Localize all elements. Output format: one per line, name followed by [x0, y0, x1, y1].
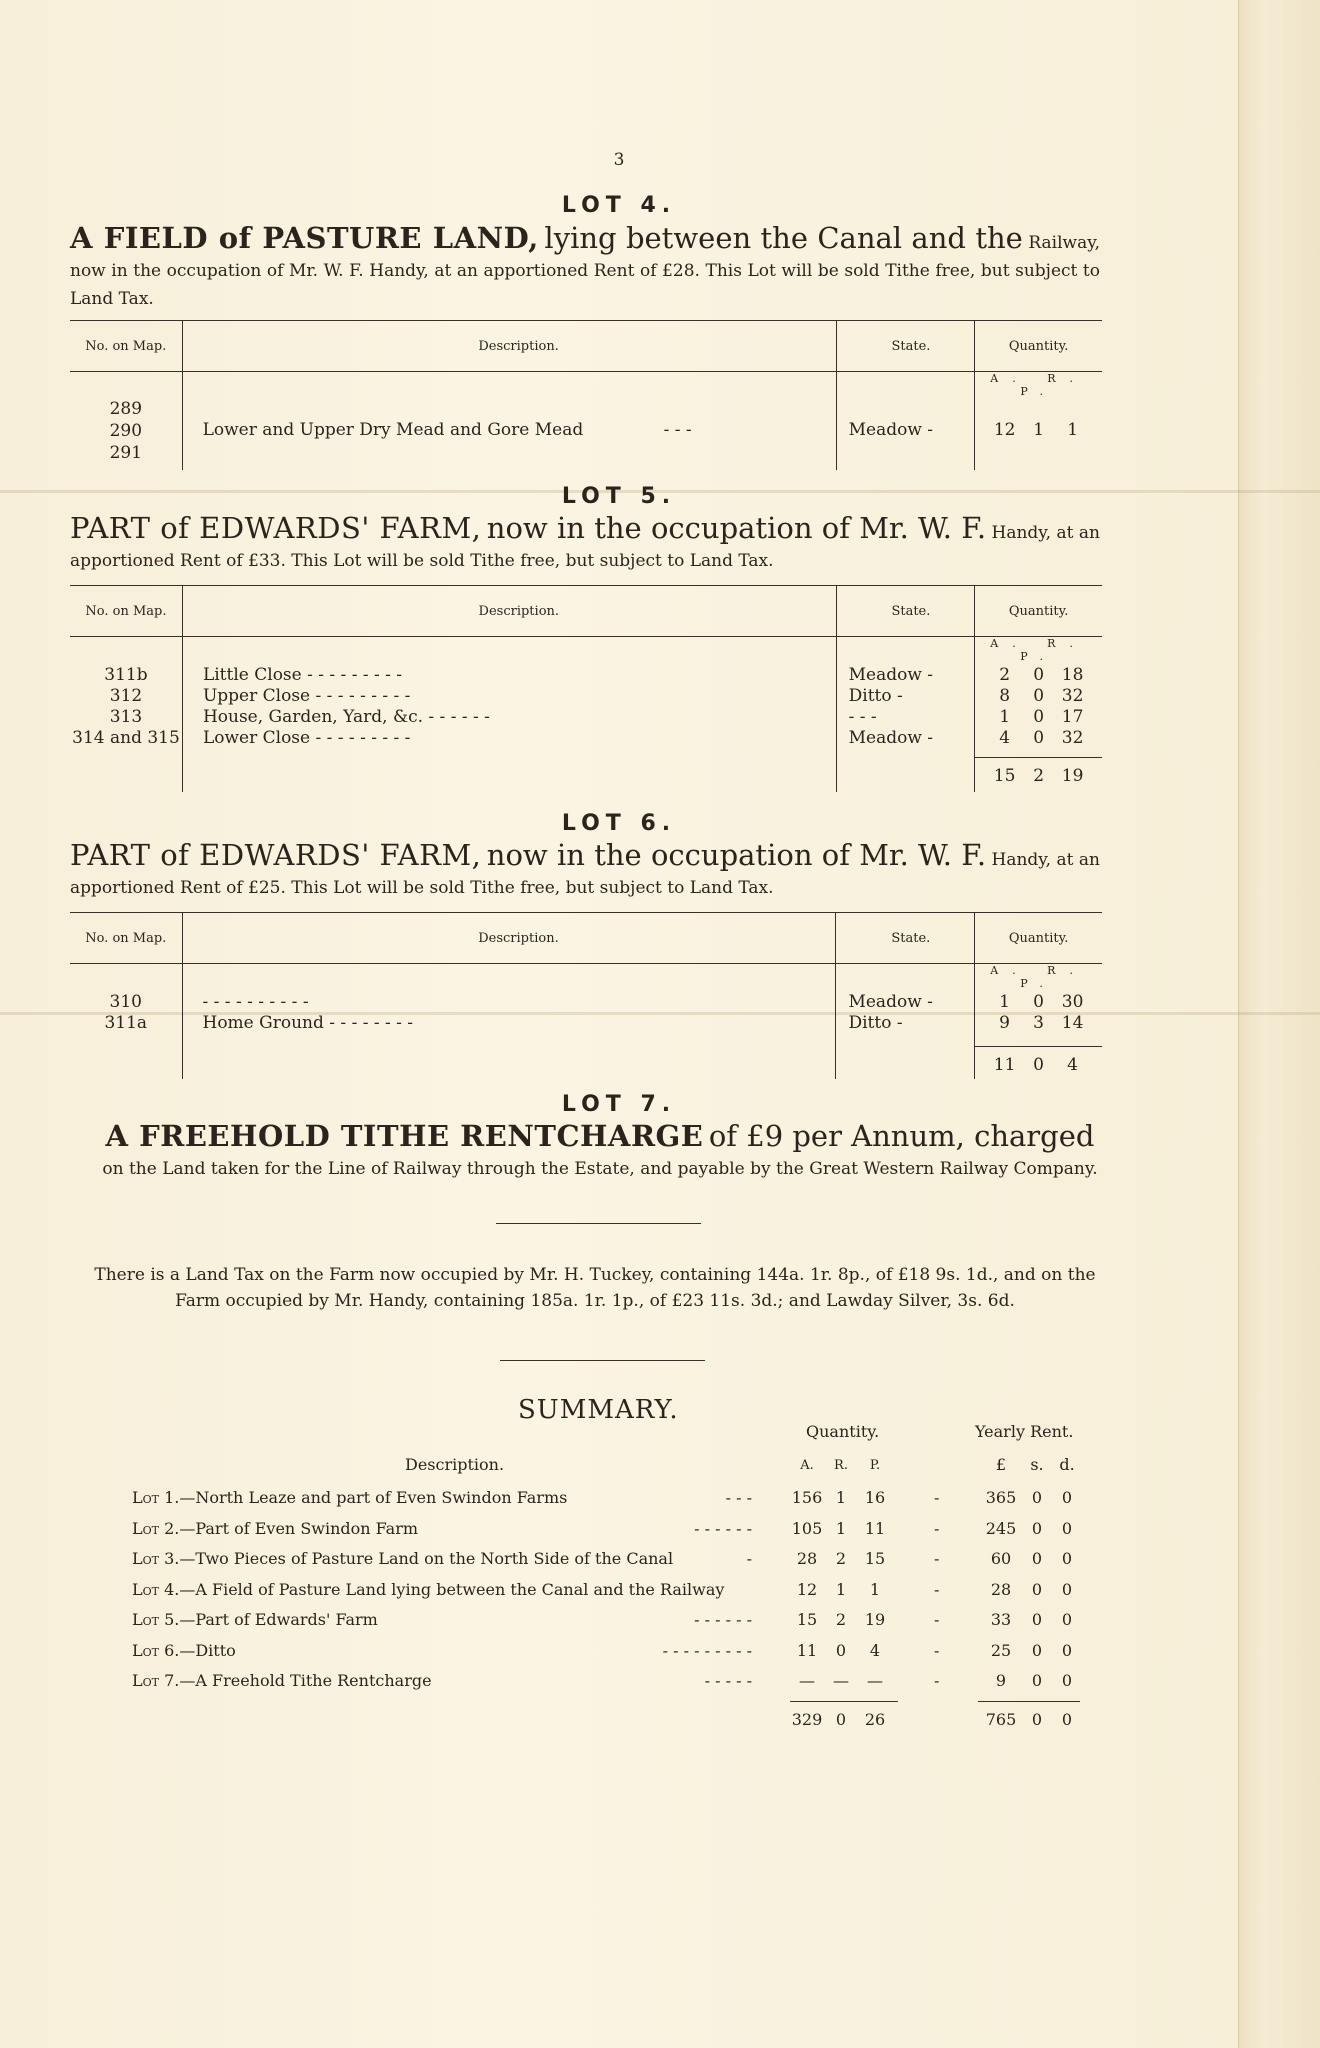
- row-description: House, Garden, Yard, &c. - - - - - -: [202, 707, 490, 727]
- lot4-lead-title-cont: lying between the Canal and the: [544, 221, 1023, 255]
- total-perches: 19: [1061, 766, 1084, 786]
- summary-row-dashes: - - - - -: [704, 1671, 752, 1690]
- unit-acres: A.: [800, 1458, 814, 1473]
- total-roods: 0: [1033, 1055, 1044, 1075]
- rent-value: 9: [995, 1671, 1007, 1690]
- summary-lot-label: Lot 1.: [132, 1488, 180, 1507]
- qty-acres: 9: [999, 1013, 1010, 1033]
- lot6-lead-title: PART of EDWARDS' FARM,: [70, 838, 482, 872]
- summary-row-quantity: [790, 1519, 892, 1538]
- summary-row: [132, 1519, 418, 1538]
- total-pounds: 765: [985, 1710, 1017, 1729]
- rent-value: 0: [1061, 1640, 1073, 1660]
- rent-value: 245: [985, 1518, 1017, 1538]
- row-description: Home Ground - - - - - - - -: [202, 1013, 414, 1033]
- qty-perches: 32: [1061, 686, 1084, 706]
- rent-value: 0: [1061, 1610, 1073, 1629]
- lot6-lead-title-cont: now in the occupation of Mr. W. F.: [486, 838, 987, 872]
- qty-roods: 1: [1033, 420, 1045, 440]
- rent-value: 25: [990, 1640, 1012, 1660]
- col-header-map: No. on Map.: [70, 321, 182, 372]
- map-number: 311a: [104, 1013, 148, 1033]
- lot5-lead-title: PART of EDWARDS' FARM,: [70, 511, 482, 545]
- col-header-description: Description.: [182, 586, 836, 637]
- qty-value: 12: [796, 1579, 818, 1599]
- qty-value: 0: [835, 1640, 847, 1660]
- qty-perches: 1: [1067, 420, 1079, 440]
- rent-value: 0: [1061, 1671, 1073, 1690]
- row-state: Meadow -: [848, 992, 933, 1012]
- lot6-heading: LOT 6.: [561, 811, 677, 836]
- qty-acres: 1: [999, 992, 1010, 1012]
- summary-row-rent: [980, 1671, 1082, 1690]
- qty-value: 105: [791, 1518, 823, 1538]
- row-description: Lower Close - - - - - - - - -: [202, 728, 411, 748]
- summary-title: SUMMARY.: [518, 1395, 679, 1425]
- summary-row-rent: [980, 1549, 1082, 1568]
- lot6-lead: [70, 838, 1100, 902]
- qty-units: A. R. P.: [975, 372, 1102, 399]
- qty-value: 15: [864, 1549, 886, 1568]
- map-number: 313: [109, 707, 143, 727]
- total-roods: 2: [1033, 766, 1045, 786]
- map-number: 291: [109, 443, 143, 463]
- qty-roods: 0: [1033, 728, 1045, 748]
- col-header-quantity: Quantity.: [975, 913, 1102, 964]
- lot6-lead-text: Handy, at an apportioned Rent of £25. This Lot will be sold Tithe free, but subject to Land Tax.: [70, 850, 1100, 898]
- qty-value: 4: [869, 1640, 881, 1660]
- qty-value: 11: [796, 1640, 818, 1660]
- qty-units: A. R. P.: [975, 964, 1102, 991]
- lot4-lead-title: A FIELD of PASTURE LAND,: [70, 221, 539, 255]
- lot4-lead-text: Railway, now in the occupation of Mr. W. F. Handy, at an apportioned Rent of £28. This Lot will be sold Tithe free, but subject to Land Tax.: [70, 233, 1100, 309]
- total-perches: 26: [864, 1710, 886, 1729]
- summary-row-dashes: -: [746, 1549, 752, 1568]
- rent-value: 0: [1061, 1488, 1073, 1507]
- rent-value: 33: [990, 1610, 1012, 1629]
- map-number: 290: [109, 421, 143, 441]
- row-state: Ditto -: [848, 1013, 903, 1033]
- qty-roods: 3: [1033, 1013, 1044, 1033]
- unit-pence: d.: [1059, 1455, 1075, 1474]
- qty-acres: 1: [999, 707, 1011, 727]
- qty-value: —: [867, 1671, 883, 1690]
- land-tax-note: There is a Land Tax on the Farm now occupied by Mr. H. Tuckey, containing 144a. 1r. 8p., of £18 9s. 1d., and on the Farm occupied by Mr. Handy, containing 185a. 1r. 1p., of £23 11s. 3d.; and Lawday Silver, 3s. 6d.: [94, 1265, 1096, 1311]
- summary-row-rent: [980, 1488, 1082, 1507]
- table-row: [70, 398, 1102, 470]
- qty-value: 1: [835, 1518, 847, 1538]
- summary-row-sep: -: [934, 1610, 940, 1629]
- rent-value: 0: [1061, 1579, 1073, 1599]
- col-header-map: No. on Map.: [70, 913, 182, 964]
- total-shillings: 0: [1031, 1710, 1043, 1729]
- rent-value: 0: [1031, 1488, 1043, 1507]
- summary-rent-units: [980, 1455, 1082, 1474]
- lot5-heading: LOT 5.: [561, 484, 677, 509]
- row-quantity: [975, 686, 1102, 707]
- summary-row: [132, 1488, 567, 1507]
- summary-lot-label: Lot 2.: [132, 1518, 180, 1538]
- map-number: 289: [109, 399, 143, 419]
- row-quantity: [975, 707, 1102, 728]
- summary-row: [132, 1549, 673, 1568]
- col-header-description: Description.: [182, 321, 836, 372]
- summary-row: [132, 1671, 432, 1690]
- map-number: 310: [109, 992, 142, 1012]
- summary-quantity-label: Quantity.: [806, 1422, 880, 1441]
- col-header-state: State.: [836, 321, 975, 372]
- summary-lot-label: Lot 5.: [132, 1610, 180, 1629]
- summary-row-description: —Part of Even Swindon Farm: [179, 1518, 419, 1538]
- qty-value: 156: [791, 1488, 823, 1507]
- row-state: Ditto -: [848, 686, 903, 706]
- lot5-lead: [70, 511, 1100, 575]
- qty-acres: 4: [999, 728, 1011, 748]
- rent-value: 0: [1031, 1579, 1043, 1599]
- summary-row-dashes: - - -: [725, 1488, 752, 1507]
- qty-value: 11: [864, 1518, 886, 1538]
- qty-value: —: [799, 1671, 815, 1690]
- summary-row-quantity: [790, 1580, 892, 1599]
- divider: [496, 1223, 701, 1224]
- lot4-table: [70, 320, 1102, 470]
- qty-value: 1: [869, 1579, 881, 1599]
- rent-value: 0: [1061, 1549, 1073, 1568]
- col-header-quantity: Quantity.: [975, 321, 1102, 372]
- lot6-table: [70, 912, 1102, 1079]
- qty-perches: 18: [1061, 665, 1084, 685]
- summary-lot-label: Lot 7.: [132, 1671, 180, 1690]
- summary-lot-label: Lot 6.: [132, 1640, 180, 1660]
- row-description: Little Close - - - - - - - - -: [202, 665, 403, 685]
- qty-perches: 17: [1061, 707, 1084, 727]
- summary-row-dashes: - - - - - -: [694, 1610, 752, 1629]
- summary-rent-label: Yearly Rent.: [975, 1422, 1074, 1441]
- summary-row-quantity: [790, 1641, 892, 1660]
- summary-row-description: —Ditto: [179, 1640, 236, 1660]
- row-state: - - -: [848, 707, 877, 727]
- summary-row: [132, 1580, 724, 1599]
- summary-row-sep: -: [934, 1518, 940, 1538]
- table-rows: [70, 990, 1102, 1079]
- lot4-lead: [70, 221, 1100, 313]
- total-roods: 0: [835, 1710, 847, 1729]
- table-rows: [70, 663, 1102, 792]
- lot5-table: [70, 585, 1102, 792]
- summary-row-quantity: [790, 1488, 892, 1507]
- col-header-map: No. on Map.: [70, 586, 182, 637]
- qty-value: 28: [796, 1549, 818, 1568]
- rent-value: 0: [1031, 1640, 1043, 1660]
- row-dashes: - - -: [663, 420, 692, 440]
- lot6-total: [975, 1046, 1102, 1079]
- unit-pounds: £: [995, 1455, 1007, 1474]
- summary-row-rent: [980, 1580, 1082, 1599]
- lot7-lead-title-cont: of £9 per Annum, charged: [708, 1119, 1095, 1153]
- col-header-description: Description.: [182, 913, 836, 964]
- rent-value: 0: [1061, 1518, 1073, 1538]
- row-description: Upper Close - - - - - - - - -: [202, 686, 411, 706]
- summary-row-dashes: - - - - - -: [694, 1518, 752, 1538]
- lot7-lead-title: A FREEHOLD TITHE RENTCHARGE: [105, 1119, 704, 1153]
- qty-value: 16: [864, 1488, 886, 1507]
- lot4-heading: LOT 4.: [561, 193, 677, 218]
- unit-shillings: s.: [1030, 1455, 1044, 1474]
- qty-acres: 12: [993, 420, 1016, 440]
- total-acres: 15: [993, 766, 1016, 786]
- summary-lot-label: Lot 3.: [132, 1549, 180, 1568]
- map-number: 312: [109, 686, 143, 706]
- map-number: 311b: [104, 665, 148, 685]
- summary-row-sep: -: [934, 1579, 940, 1599]
- lot7-lead: [60, 1119, 1140, 1183]
- row-quantity: [975, 728, 1102, 749]
- qty-value: 2: [835, 1549, 847, 1568]
- row-state: Meadow -: [836, 398, 975, 470]
- lot5-total: [975, 757, 1102, 792]
- lot7-heading: LOT 7.: [561, 1092, 677, 1117]
- summary-row-quantity: [790, 1549, 892, 1568]
- summary-row-sep: -: [934, 1549, 940, 1568]
- total-rule: [790, 1701, 898, 1702]
- lot5-lead-text: Handy, at an apportioned Rent of £33. This Lot will be sold Tithe free, but subject to Land Tax.: [70, 523, 1100, 571]
- row-quantity: [975, 1013, 1102, 1034]
- summary-qty-units: [790, 1458, 892, 1473]
- qty-perches: 32: [1061, 728, 1084, 748]
- rent-value: 0: [1031, 1518, 1043, 1538]
- summary-row-dashes: - - - - - - - - -: [662, 1640, 752, 1660]
- row-quantity: [975, 992, 1102, 1013]
- summary-total-rent: [980, 1710, 1082, 1729]
- total-acres: 329: [791, 1710, 823, 1729]
- summary-row-description: —Part of Edwards' Farm: [179, 1610, 378, 1629]
- rent-value: 0: [1031, 1610, 1043, 1629]
- qty-roods: 0: [1033, 686, 1045, 706]
- summary-row-description: —A Field of Pasture Land lying between the Canal and the Railway: [179, 1579, 725, 1599]
- summary-row-sep: -: [934, 1640, 940, 1660]
- row-quantity: [975, 665, 1102, 686]
- qty-perches: 30: [1061, 992, 1084, 1012]
- summary-total-quantity: [790, 1710, 892, 1729]
- qty-acres: 2: [999, 665, 1011, 685]
- rent-value: 0: [1031, 1549, 1043, 1568]
- rent-value: 365: [985, 1488, 1017, 1507]
- lot7-lead-text: on the Land taken for the Line of Railway through the Estate, and payable by the Great Western Railway Company.: [102, 1159, 1098, 1179]
- summary-lot-label: Lot 4.: [132, 1579, 180, 1599]
- total-acres: 11: [993, 1055, 1016, 1075]
- qty-value: 1: [835, 1579, 847, 1599]
- summary-row-description: —North Leaze and part of Even Swindon Farms: [179, 1488, 568, 1507]
- col-header-quantity: Quantity.: [975, 586, 1102, 637]
- map-number: 314 and 315: [72, 728, 180, 748]
- rent-value: 0: [1031, 1671, 1043, 1690]
- summary-row-sep: -: [934, 1671, 940, 1690]
- col-header-state: State.: [836, 586, 975, 637]
- qty-roods: 0: [1033, 707, 1045, 727]
- unit-perches: P.: [869, 1458, 881, 1473]
- summary-row-quantity: [790, 1610, 892, 1629]
- total-pence: 0: [1061, 1710, 1073, 1729]
- summary-row: [132, 1641, 236, 1660]
- qty-roods: 0: [1033, 665, 1045, 685]
- summary-row-sep: -: [934, 1488, 940, 1507]
- row-description: - - - - - - - - - -: [202, 992, 309, 1012]
- divider: [500, 1360, 705, 1361]
- row-state: Meadow -: [848, 665, 934, 685]
- lot5-lead-title-cont: now in the occupation of Mr. W. F.: [486, 511, 987, 545]
- col-header-state: State.: [836, 913, 975, 964]
- qty-value: 2: [835, 1610, 847, 1629]
- qty-value: 15: [796, 1610, 818, 1629]
- qty-roods: 0: [1033, 992, 1044, 1012]
- rent-value: 28: [990, 1579, 1012, 1599]
- summary-row-rent: [980, 1610, 1082, 1629]
- total-rule: [978, 1701, 1080, 1702]
- rent-value: 60: [990, 1549, 1012, 1568]
- qty-value: —: [833, 1671, 849, 1690]
- summary-row-quantity: [790, 1671, 892, 1690]
- row-state: Meadow -: [848, 728, 934, 748]
- page-number: 3: [613, 150, 625, 170]
- row-quantity: [975, 398, 1102, 470]
- summary-row: [132, 1610, 378, 1629]
- total-perches: 4: [1067, 1055, 1078, 1075]
- row-description: Lower and Upper Dry Mead and Gore Mead: [202, 420, 584, 440]
- page-edge: [1238, 0, 1320, 2048]
- qty-value: 19: [864, 1610, 886, 1629]
- unit-roods: R.: [834, 1458, 848, 1473]
- summary-row-description: —Two Pieces of Pasture Land on the North Side of the Canal: [179, 1549, 674, 1568]
- summary-row-rent: [980, 1519, 1082, 1538]
- summary-row-description: —A Freehold Tithe Rentcharge: [179, 1671, 432, 1690]
- qty-units: A. R. P.: [975, 637, 1102, 664]
- qty-value: 1: [835, 1488, 847, 1507]
- summary-row-rent: [980, 1641, 1082, 1660]
- qty-acres: 8: [999, 686, 1011, 706]
- summary-description-label: Description.: [405, 1455, 505, 1474]
- qty-perches: 14: [1061, 1013, 1084, 1033]
